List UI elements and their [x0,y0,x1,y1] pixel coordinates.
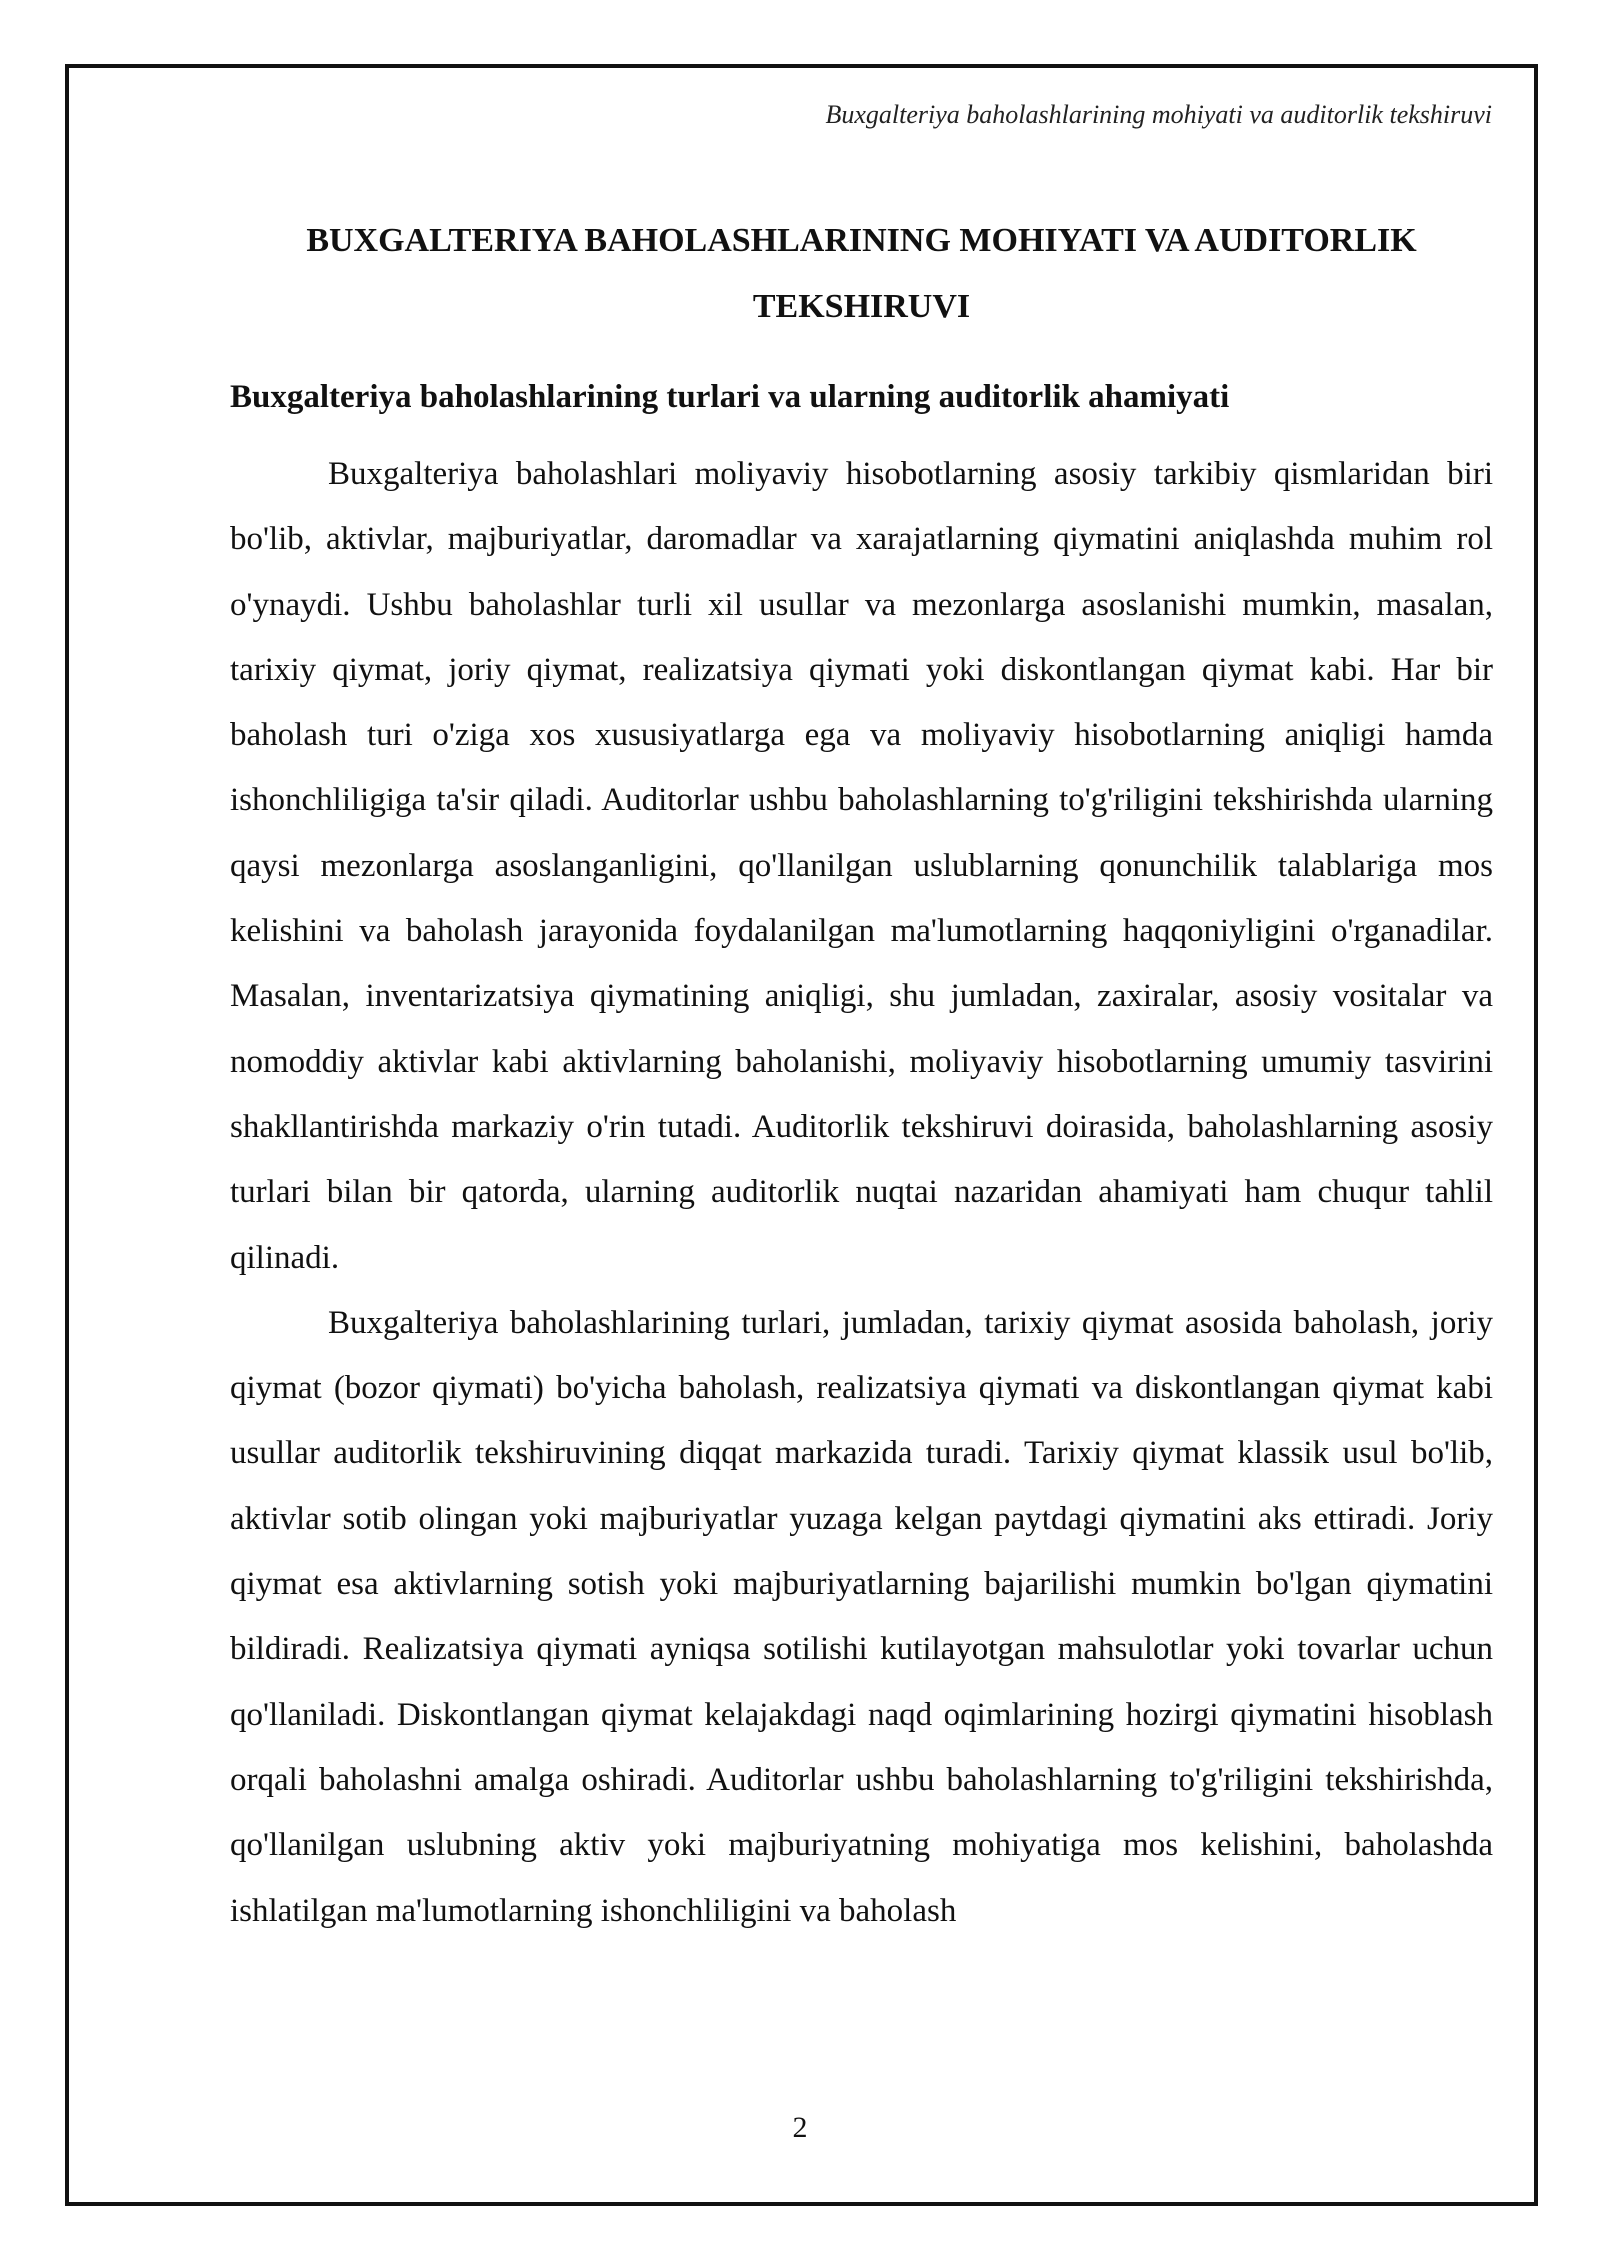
body-paragraph-1: Buxgalteriya baholashlari moliyaviy hisobotlarning asosiy tarkibiy qismlaridan biri bo'lib, aktivlar, majburiyatlar, daromadlar va xarajatlarning qiymatini aniqlashda muhim rol o'ynaydi. Ushbu baholashlar turli xil usullar va mezonlarga asoslanishi mumkin, masalan, tarixiy qiymat, joriy qiymat, realizatsiya qiymati yoki diskontlangan qiymat kabi. Har bir baholash turi o'ziga xos xususiyatlarga ega va moliyaviy hisobotlarning aniqligi hamda ishonchliligiga ta'sir qiladi. Auditorlar ushbu baholashlarning to'g'riligini tekshirishda ularning qaysi mezonlarga asoslanganligini, qo'llanilgan uslublarning qonunchilik talablariga mos kelishini va baholash jarayonida foydalanilgan ma'lumotlarning haqqoniyligini o'rganadilar. Masalan, inventarizatsiya qiymatining aniqligi, shu jumladan, zaxiralar, asosiy vositalar va nomoddiy aktivlar kabi aktivlarning baholanishi, moliyaviy hisobotlarning umumiy tasvirini shakllantirishda markaziy o'rin tutadi. Auditorlik tekshiruvi doirasida, baholashlarning asosiy turlari bilan bir qatorda, ularning auditorlik nuqtai nazaridan ahamiyati ham chuqur tahlil qilinadi. [230,456,1493,1276]
document-body [230,208,1493,1944]
document-title: BUXGALTERIYA BAHOLASHLARINING MOHIYATI VA AUDITORLIK TEKSHIRUVI [306,222,1417,325]
page-number: 2 [792,2111,808,2144]
running-header: Buxgalteriya baholashlarining mohiyati va auditorlik tekshiruvi [825,100,1492,129]
section-heading: Buxgalteriya baholashlarining turlari va ularning auditorlik ahamiyati [230,379,1230,415]
body-paragraph-2: Buxgalteriya baholashlarining turlari, jumladan, tarixiy qiymat asosida baholash, joriy qiymat (bozor qiymati) bo'yicha baholash, realizatsiya qiymati va diskontlangan qiymat kabi usullar auditorlik tekshiruvining diqqat markazida turadi. Tarixiy qiymat klassik usul bo'lib, aktivlar sotib olingan yoki majburiyatlar yuzaga kelgan paytdagi qiymatini aks ettiradi. Joriy qiymat esa aktivlarning sotish yoki majburiyatlarning bajarilishi mumkin bo'lgan qiymatini bildiradi. Realizatsiya qiymati ayniqsa sotilishi kutilayotgan mahsulotlar yoki tovarlar uchun qo'llaniladi. Diskontlangan qiymat kelajakdagi naqd oqimlarining hozirgi qiymatini hisoblash orqali baholashni amalga oshiradi. Auditorlar ushbu baholashlarning to'g'riligini tekshirishda, qo'llanilgan uslubning aktiv yoki majburiyatning mohiyatiga mos kelishini, baholashda ishlatilgan ma'lumotlarning ishonchliligini va baholash [230,1304,1493,1929]
